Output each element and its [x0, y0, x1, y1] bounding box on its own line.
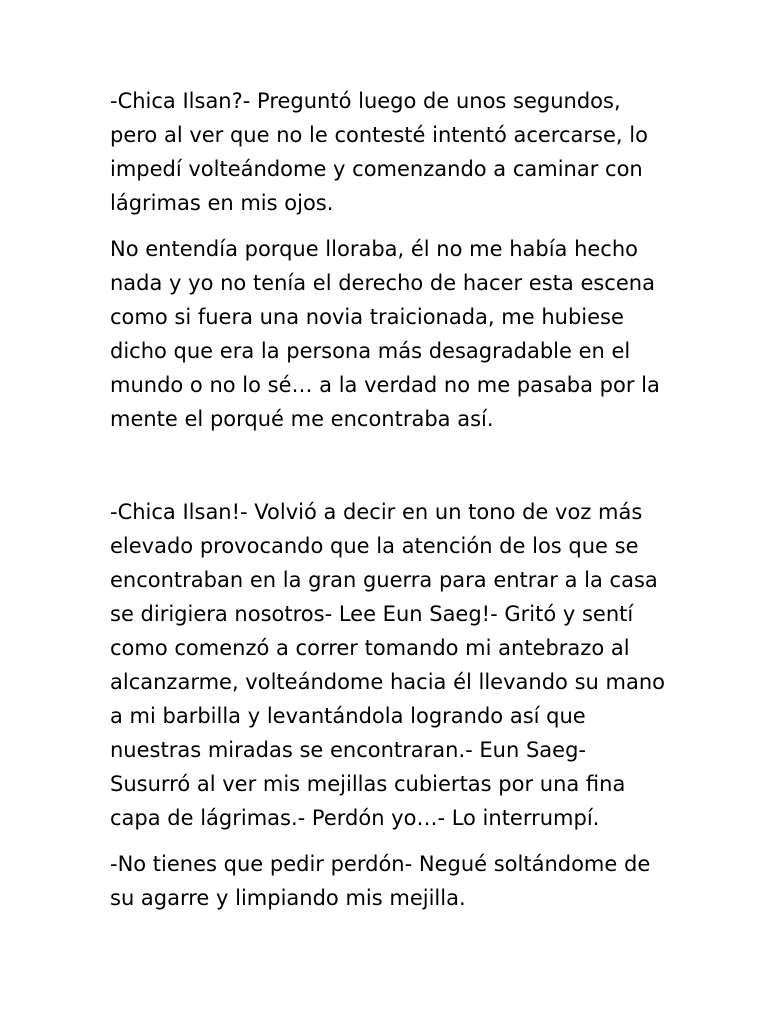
- text-line: No entendía porque lloraba, él no me había hecho: [110, 237, 639, 261]
- text-line: -Chica Ilsan?- Preguntó luego de unos segundos,: [110, 89, 621, 113]
- paragraph-1: [110, 84, 670, 220]
- text-line: Susurró al ver mis mejillas cubiertas por una fina: [110, 772, 626, 796]
- text-line: dicho que era la persona más desagradable en el: [110, 339, 631, 363]
- text-line: nuestras miradas se encontraran.- Eun Saeg-: [110, 738, 586, 762]
- text-line: como comenzó a correr tomando mi antebrazo al: [110, 636, 630, 660]
- text-line: -No tienes que pedir perdón- Negué soltándome de: [110, 852, 651, 876]
- text-line: lágrimas en mis ojos.: [110, 191, 334, 215]
- text-line: a mi barbilla y levantándola logrando así que: [110, 704, 586, 728]
- text-line: pero al ver que no le contesté intentó acercarse, lo: [110, 123, 648, 147]
- text-line: su agarre y limpiando mis mejilla.: [110, 886, 466, 910]
- paragraph-4: [110, 847, 670, 915]
- text-line: nada y yo no tenía el derecho de hacer esta escena: [110, 271, 655, 295]
- text-line: encontraban en la gran guerra para entrar a la casa: [110, 568, 658, 592]
- text-line: se dirigiera nosotros- Lee Eun Saeg!- Gritó y sentí: [110, 602, 634, 626]
- text-line: capa de lágrimas.- Perdón yo…- Lo interrumpí.: [110, 806, 600, 830]
- text-line: alcanzarme, volteándome hacia él llevando su mano: [110, 670, 665, 694]
- paragraph-3: [110, 495, 670, 835]
- text-line: -Chica Ilsan!- Volvió a decir en un tono de voz más: [110, 500, 643, 524]
- text-line: mundo o no lo sé… a la verdad no me pasaba por la: [110, 373, 660, 397]
- text-line: impedí volteándome y comenzando a caminar con: [110, 157, 643, 181]
- text-line: elevado provocando que la atención de los que se: [110, 534, 639, 558]
- text-line: mente el porqué me encontraba así.: [110, 407, 494, 431]
- paragraph-2: [110, 232, 670, 436]
- text-line: como si fuera una novia traicionada, me hubiese: [110, 305, 624, 329]
